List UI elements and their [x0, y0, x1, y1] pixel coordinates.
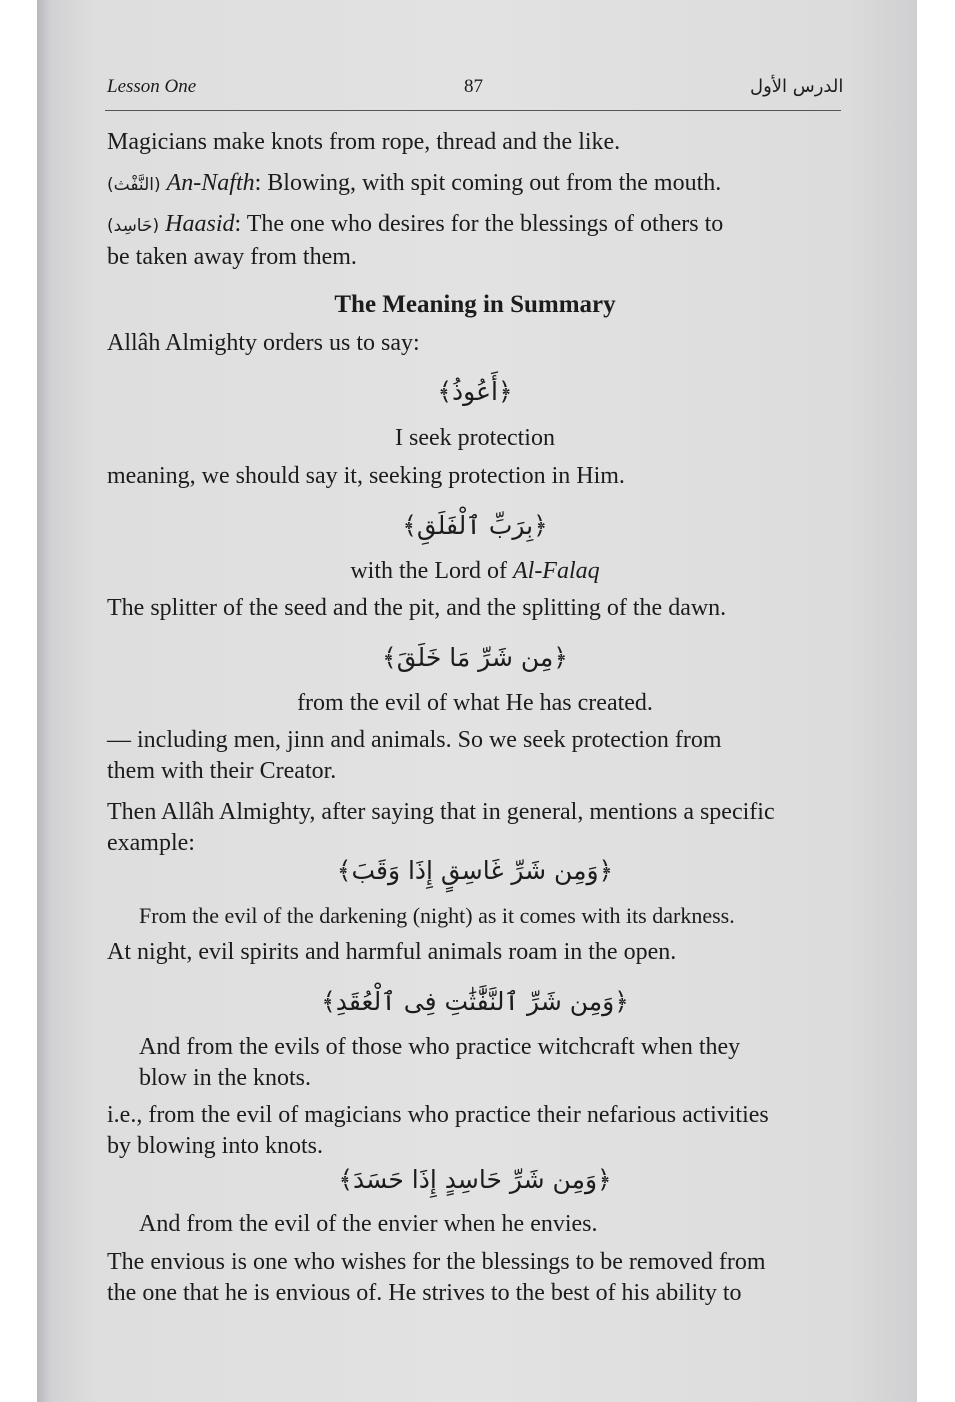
quran-verse: ﴿وَمِن شَرِّ غَاسِقٍ إِذَا وَقَبَ﴾ — [336, 856, 614, 885]
definition-text: : Blowing, with spit coming out from the mouth. — [254, 170, 722, 196]
quran-verse: ﴿أَعُوذُ﴾ — [437, 377, 513, 406]
paragraph-line: — including men, jinn and animals. So we seek protection from — [107, 727, 722, 753]
translation-line: blow in the knots. — [139, 1065, 311, 1091]
verse-translation: From the evil of the darkening (night) as it comes with its darkness. — [139, 903, 735, 928]
definition-haasid — [107, 209, 839, 273]
paragraph-line: the one that he is envious of. He strives to the best of his ability to — [107, 1280, 742, 1306]
quran-verse: ﴿بِرَبِّ ٱلْفَلَقِ﴾ — [402, 511, 548, 540]
paragraph: At night, evil spirits and harmful animals roam in the open. — [107, 939, 677, 965]
translation-text: with the Lord of — [350, 558, 513, 584]
paragraph-line: them with their Creator. — [107, 758, 337, 784]
translation-term: Al-Falaq — [512, 558, 600, 584]
paragraph — [107, 725, 839, 787]
paragraph: Magicians make knots from rope, thread and the like. — [107, 129, 621, 155]
verse-translation: from the evil of what He has created. — [297, 690, 653, 716]
paragraph — [107, 1247, 839, 1309]
translation-line: And from the evils of those who practice witchcraft when they — [139, 1034, 741, 1060]
page-number: 87 — [464, 76, 483, 97]
arabic-term: (حَاسِد) — [107, 216, 160, 236]
definition-text: : The one who desires for the blessings of others to — [234, 211, 724, 237]
quran-verse: ﴿وَمِن شَرِّ حَاسِدٍ إِذَا حَسَدَ﴾ — [338, 1165, 612, 1194]
running-header-left: Lesson One — [107, 76, 197, 97]
verse-translation — [107, 556, 843, 587]
header-rule — [105, 110, 841, 111]
paragraph-line: example: — [107, 830, 195, 856]
verse-translation: I seek protection — [395, 425, 555, 451]
running-header-arabic: الدرس الأول — [750, 76, 844, 97]
paragraph-line: Then Allâh Almighty, after saying that in general, mentions a specific — [107, 799, 775, 825]
paragraph-line: The envious is one who wishes for the blessings to be removed from — [107, 1249, 766, 1275]
paragraph — [107, 1100, 839, 1162]
definition-nafth — [107, 168, 839, 201]
section-heading: The Meaning in Summary — [334, 291, 616, 318]
verse-translation — [139, 1032, 819, 1094]
term: Haasid — [165, 211, 235, 237]
paragraph-line: by blowing into knots. — [107, 1133, 324, 1159]
paragraph: Allâh Almighty orders us to say: — [107, 330, 420, 356]
arabic-term: (النَّفْث) — [107, 175, 161, 195]
quran-verse: ﴿وَمِن شَرِّ ٱلنَّفَّٰثَٰتِ فِى ٱلْعُقَدِ﴾ — [321, 987, 629, 1016]
paragraph — [107, 797, 839, 859]
paragraph: meaning, we should say it, seeking protection in Him. — [107, 463, 625, 489]
paragraph-line: i.e., from the evil of magicians who practice their nefarious activities — [107, 1102, 769, 1128]
paragraph: The splitter of the seed and the pit, and the splitting of the dawn. — [107, 595, 727, 621]
term: An-Nafth — [166, 170, 255, 196]
verse-translation: And from the evil of the envier when he envies. — [139, 1211, 598, 1237]
quran-verse: ﴿مِن شَرِّ مَا خَلَقَ﴾ — [382, 643, 568, 672]
definition-text-cont: be taken away from them. — [107, 244, 357, 270]
